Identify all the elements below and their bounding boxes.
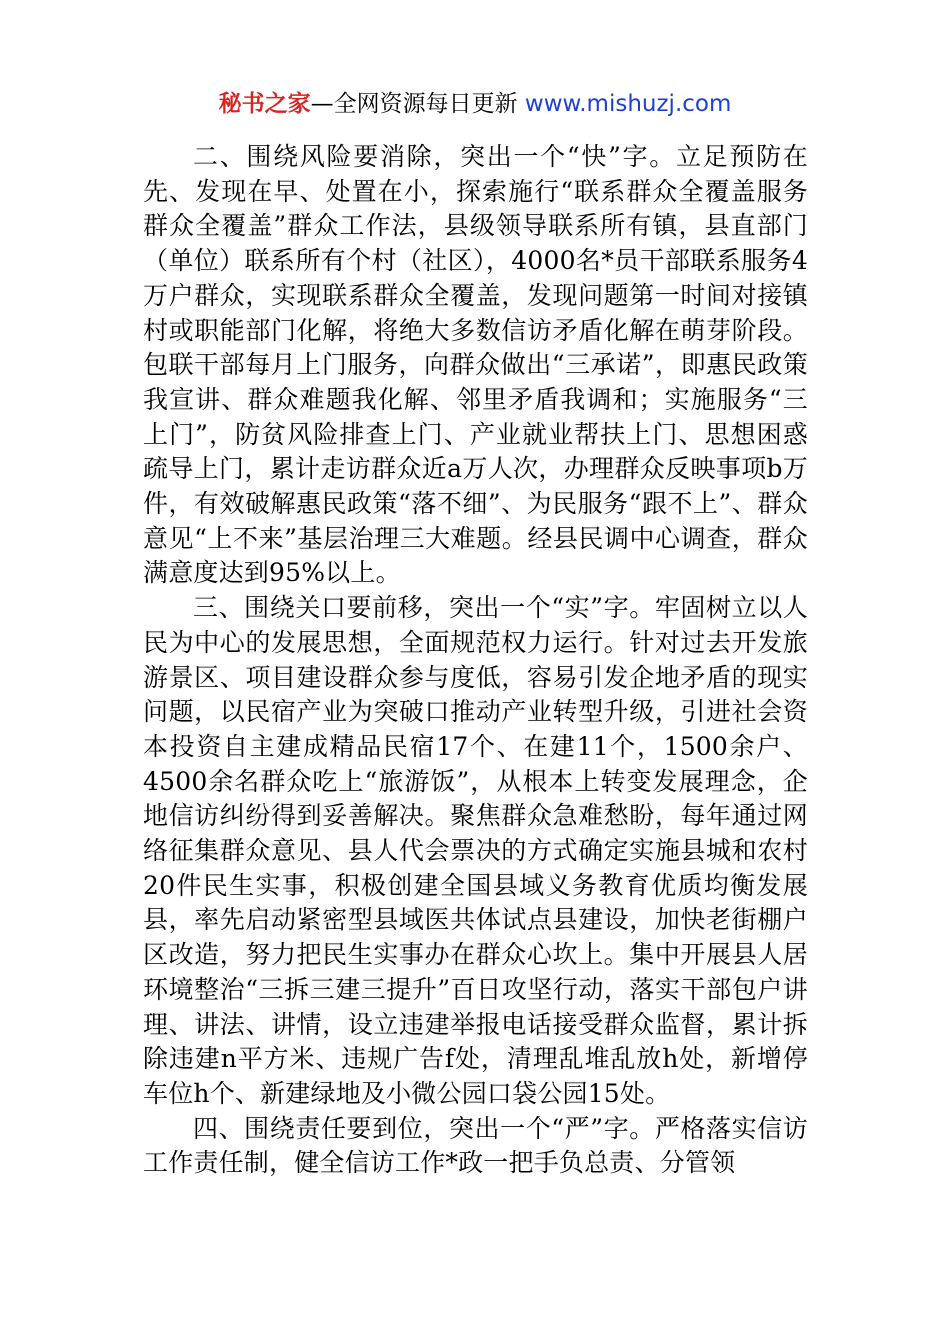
site-url-link[interactable]: www.mishuzj.com [524,91,732,117]
site-tagline: —全网资源每日更新 [310,91,525,117]
site-header [0,88,950,120]
site-brand: 秘书之家 [218,91,311,117]
paragraph-section-4: 四、围绕责任要到位，突出一个“严”字。严格落实信访工作责任制，健全信访工作*政一把手负总责、分管领 [143,1113,808,1178]
document-body [143,140,808,1181]
paragraph-section-2: 二、围绕风险要消除，突出一个“快”字。立足预防在先、发现在早、处置在小，探索施行“联系群众全覆盖服务群众全覆盖”群众工作法，县级领导联系所有镇，县直部门（单位）联系所有个村（社区），4000名*员干部联系服务4万户群众，实现联系群众全覆盖，发现问题第一时间对接镇村或职能部门化解，将绝大多数信访矛盾化解在萌芽阶段。包联干部每月上门服务，向群众做出“三承诺”，即惠民政策我宣讲、群众难题我化解、邻里矛盾我调和；实施服务“三上门”，防贫风险排查上门、产业就业帮扶上门、思想困惑疏导上门，累计走访群众近a万人次，办理群众反映事项b万件，有效破解惠民政策“落不细”、为民服务“跟不上”、群众意见“上不来”基层治理三大难题。经县民调中心调查，群众满意度达到95%以上。 [143,142,808,588]
paragraph-section-3: 三、围绕关口要前移，突出一个“实”字。牢固树立以人民为中心的发展思想，全面规范权力运行。针对过去开发旅游景区、项目建设群众参与度低，容易引发企地矛盾的现实问题，以民宿产业为突破口推动产业转型升级，引进社会资本投资自主建成精品民宿17个、在建11个，1500余户、4500余名群众吃上“旅游饭”，从根本上转变发展理念，企地信访纠纷得到妥善解决。聚焦群众急难愁盼，每年通过网络征集群众意见、县人代会票决的方式确定实施县城和农村20件民生实事，积极创建全国县域义务教育优质均衡发展县，率先启动紧密型县域医共体试点县建设，加快老街棚户区改造，努力把民生实事办在群众心坎上。集中开展县人居环境整治“三拆三建三提升”百日攻坚行动，落实干部包户讲理、讲法、讲情，设立违建举报电话接受群众监督，累计拆除违建n平方米、违规广告f处，清理乱堆乱放h处，新增停车位h个、新建绿地及小微公园口袋公园15处。 [143,593,808,1108]
